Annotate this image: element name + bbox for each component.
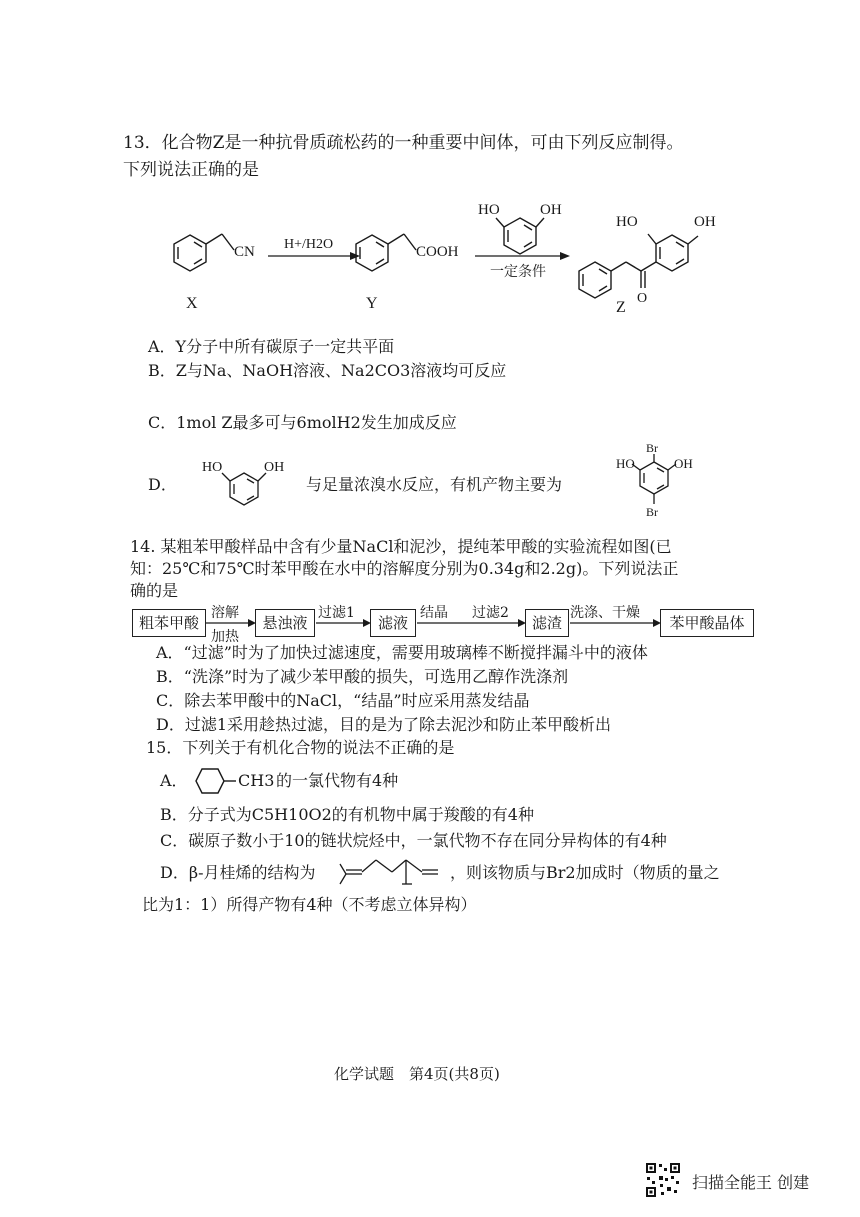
- d-oh: OH: [264, 460, 285, 475]
- q14-stem-line3: 确的是: [130, 581, 179, 600]
- cn-text: CN: [234, 244, 255, 260]
- q14-option-d: D．过滤1采用趁热过滤，目的是为了除去泥沙和防止苯甲酸析出: [156, 715, 612, 734]
- flow-step-heat: 加热: [211, 629, 239, 645]
- reagent-ho: HO: [478, 202, 500, 218]
- q13-option-d-suffix: 与足量浓溴水反应，有机产物主要为: [306, 475, 563, 494]
- q15-stem: 15．下列关于有机化合物的说法不正确的是: [146, 738, 455, 757]
- d-product-oh: OH: [674, 456, 693, 471]
- q15-option-a-ch3: CH3: [238, 771, 275, 790]
- z-ho: HO: [616, 214, 638, 230]
- q13-option-c: C．1mol Z最多可与6molH2发生加成反应: [148, 413, 457, 432]
- q15-option-a-prefix: A．: [160, 771, 188, 790]
- q15-option-a-suffix: 的一氯代物有4种: [276, 771, 399, 790]
- d-ho: HO: [202, 460, 223, 475]
- q13-option-d-prefix: D．: [148, 475, 177, 494]
- cyclohexane-icon: [188, 764, 238, 798]
- q15-option-d-line2: 比为1：1）所得产物有4种（不考虑立体异构）: [142, 895, 477, 914]
- myrcene-structure: [336, 848, 446, 890]
- page-footer: 化学试题 第4页(共8页): [334, 1065, 500, 1083]
- q14-stem-line2: 知：25℃和75℃时苯甲酸在水中的溶解度分别为0.34g和2.2g)。下列说法正: [130, 559, 679, 578]
- flow-step-dissolve: 溶解: [211, 605, 239, 621]
- qr-code-icon: [645, 1162, 681, 1198]
- q13-option-a: A．Y分子中所有碳原子一定共平面: [148, 337, 395, 356]
- reagent-2: 一定条件: [490, 265, 546, 280]
- q13-stem-line2: 下列说法正确的是: [123, 160, 259, 180]
- q15-option-d-prefix: D．β-月桂烯的结构为: [160, 863, 316, 882]
- q14-option-b: B．“洗涤”时为了减少苯甲酸的损失，可选用乙醇作洗涤剂: [156, 667, 569, 686]
- z-carbonyl-o: O: [637, 291, 648, 306]
- flow-box-residue: 滤渣: [525, 609, 569, 637]
- q15-option-d-suffix: ，则该物质与Br2加成时（物质的量之: [450, 863, 720, 882]
- d-product-br-top: Br: [646, 441, 658, 455]
- flow-box-crystal: 苯甲酸晶体: [660, 609, 754, 637]
- reagent-oh: OH: [540, 202, 562, 218]
- flow-step-wash-dry: 洗涤、干燥: [570, 605, 640, 621]
- reagent-1: H+/H2O: [284, 237, 334, 252]
- scanner-watermark: 扫描全能王 创建: [692, 1173, 810, 1192]
- q14-stem-line1: 14. 某粗苯甲酸样品中含有少量NaCl和泥沙，提纯苯甲酸的实验流程如图(已: [130, 537, 672, 556]
- q14-option-c: C．除去苯甲酸中的NaCl，“结晶”时应采用蒸发结晶: [156, 691, 530, 710]
- flow-step-crystallize: 结晶: [420, 605, 448, 621]
- flow-step-filter2: 过滤2: [472, 605, 509, 621]
- label-z: Z: [616, 299, 626, 316]
- q15-option-b: B．分子式为C5H10O2的有机物中属于羧酸的有4种: [160, 805, 534, 824]
- q15-option-c: C．碳原子数小于10的链状烷烃中，一氯代物不存在同分异构体的有4种: [160, 831, 667, 850]
- label-y: Y: [366, 295, 378, 312]
- label-x: X: [186, 295, 198, 312]
- q14-option-a: A．“过滤”时为了加快过滤速度，需要用玻璃棒不断搅拌漏斗中的液体: [156, 643, 648, 662]
- flow-box-suspension: 悬浊液: [255, 609, 315, 637]
- q13-option-b: B．Z与Na、NaOH溶液、Na2CO3溶液均可反应: [148, 361, 507, 380]
- flow-box-crude: 粗苯甲酸: [132, 609, 206, 637]
- z-oh: OH: [694, 214, 716, 230]
- q13-stem-line1: 13．化合物Z是一种抗骨质疏松药的一种重要中间体，可由下列反应制得。: [123, 133, 684, 153]
- flow-step-filter1: 过滤1: [318, 605, 355, 621]
- d-product-ho: HO: [616, 456, 635, 471]
- cooh-text: COOH: [416, 244, 459, 260]
- d-product-br-bottom: Br: [646, 505, 658, 519]
- flow-box-filtrate: 滤液: [370, 609, 416, 637]
